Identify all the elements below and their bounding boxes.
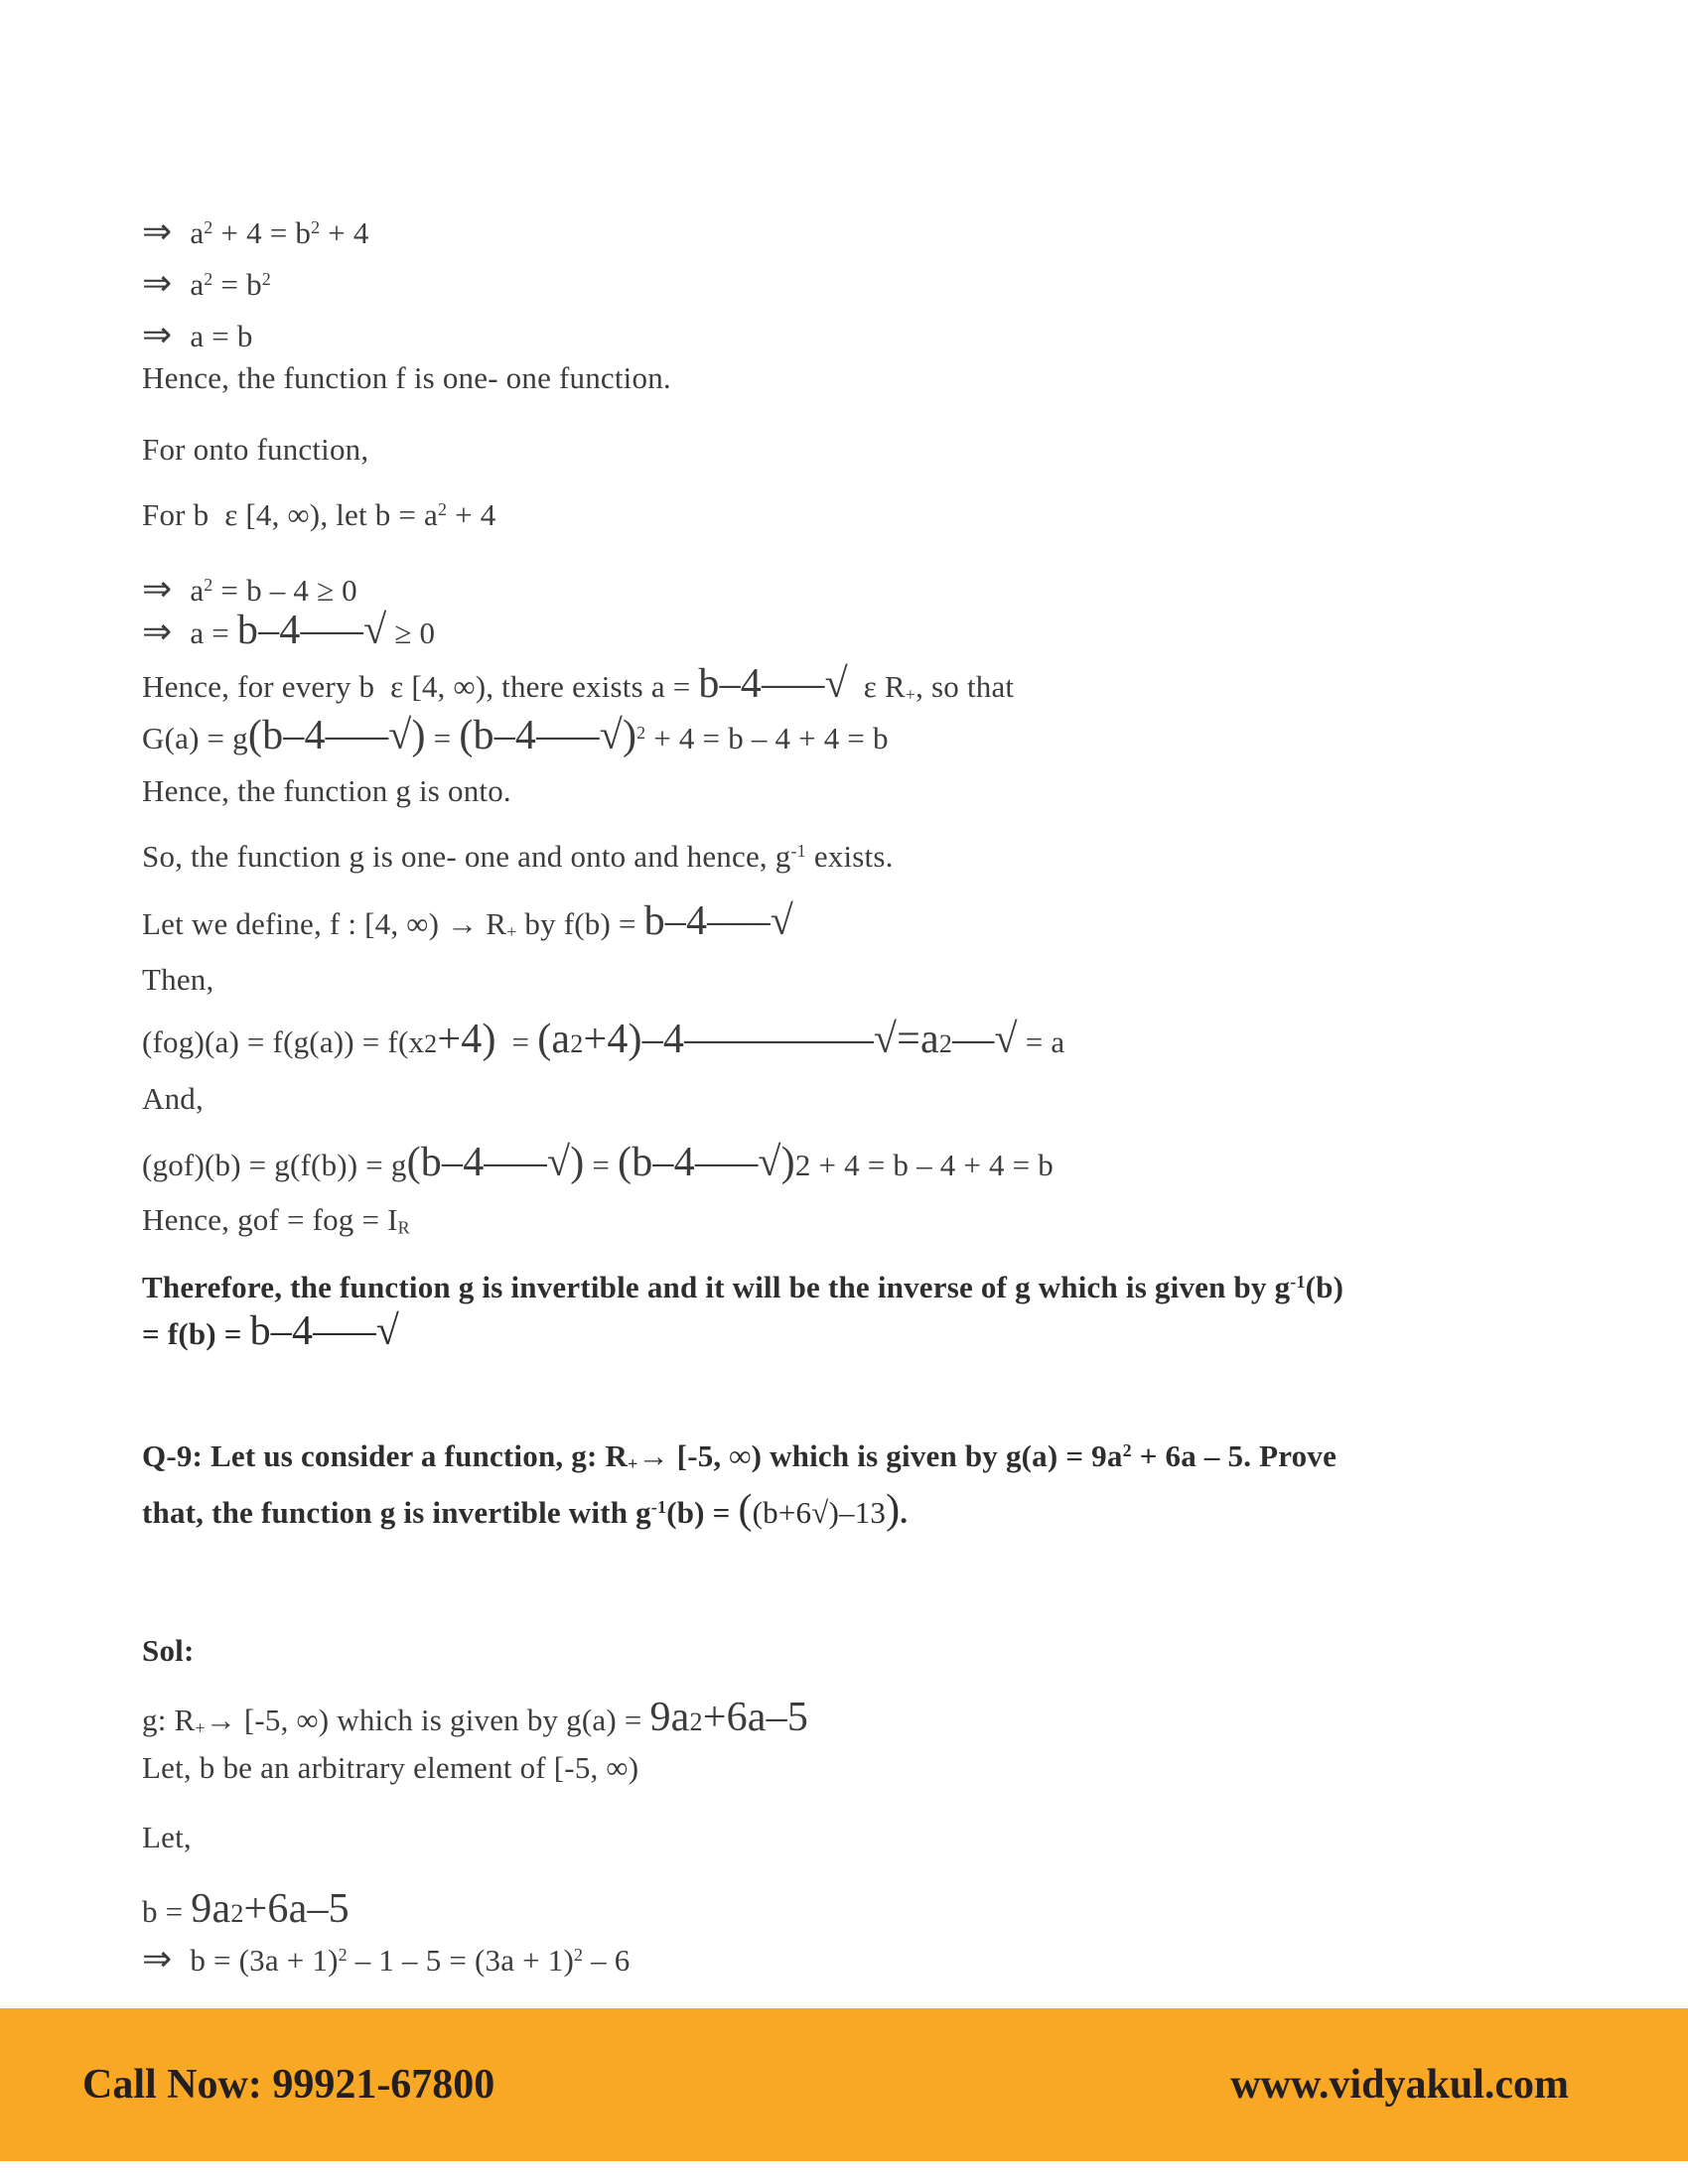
bold-text-line: Therefore, the function g is invertible and it will be the inverse of g which is given by $g^{-1}(b)$: [142, 1270, 1344, 1304]
bold-text-line: Q-9: Let us consider a function, g: $R_+\to [-5$, ∞) which is given by $g(a) = 9a^2 + 6a - 5$. Prove: [142, 1438, 1337, 1474]
implies-arrow-icon: ⇒: [142, 612, 173, 651]
bold-text-line: Sol:: [142, 1633, 195, 1668]
text-line: And,: [142, 1081, 204, 1116]
text-line: Let,: [142, 1820, 192, 1854]
text-line: ⇒ a = b: [142, 315, 253, 354]
footer-website-text: www.vidyakul.com: [1230, 2062, 1569, 2108]
implies-arrow-icon: ⇒: [142, 569, 173, 609]
text-line: Let we define, f : [4, ∞) → $R_+$ by f(b) = b–4–––√: [142, 898, 794, 944]
footer-phone-text: Call Now: 99921-67800: [82, 2062, 495, 2108]
text-line: ⇒ a = b–4–––√ ≥ 0: [142, 608, 436, 653]
text-line: (fog)(a) = f(g(a)) = f(x2+4) = (a2+4)–4–––––––––√=a2––√ = a: [142, 1017, 1065, 1062]
text-line: Hence, for every b ε [4, ∞), there exists a = b–4–––√ ε $R_+$, so that: [142, 661, 1015, 707]
text-line: ⇒ $a^2 = b - 4 \ge 0$: [142, 569, 357, 609]
implies-arrow-icon: ⇒: [142, 263, 173, 303]
text-line: For onto function,: [142, 432, 369, 467]
text-line: Let, b be an arbitrary element of [-5, ∞): [142, 1750, 639, 1785]
text-line: (gof)(b) = g(f(b)) = g(b–4–––√) = (b–4–––√)2 + 4 = b – 4 + 4 = b: [142, 1140, 1054, 1185]
text-line: ⇒ $a^2 = b^2$: [142, 263, 271, 303]
text-line: Hence, the function f is one- one function.: [142, 360, 671, 395]
text-line: For b ε [4, ∞), let $b = a^2 + 4$: [142, 497, 496, 532]
text-line: ⇒ $a^2 + 4 = b^2 + 4$: [142, 211, 369, 251]
implies-arrow-icon: ⇒: [142, 1939, 173, 1979]
text-line: $G(a) = g(b-4---√) = (b-4---√)^2 + 4 = b - 4 + 4 = b$: [142, 713, 889, 758]
text-line: Hence, gof = fog = $I_R$: [142, 1202, 410, 1238]
text-line: g: $R_+\to [-5$, ∞) which is given by g(a) = 9a2+6a–5: [142, 1695, 809, 1740]
text-line: b = 9a2+6a–5: [142, 1886, 350, 1932]
footer-bar: [0, 2008, 1688, 2161]
bold-text-line: that, the function g is invertible with $g^{-1}(b) = ((b+6√)-13)$.: [142, 1487, 909, 1533]
bold-text-line: = f(b) = b–4–––√: [142, 1308, 400, 1354]
text-line: Hence, the function g is onto.: [142, 773, 511, 808]
implies-arrow-icon: ⇒: [142, 315, 173, 354]
text-line: ⇒ $b = (3a + 1)^2 - 1 - 5 = (3a + 1)^2 - 6$: [142, 1939, 631, 1979]
text-line: Then,: [142, 962, 214, 997]
implies-arrow-icon: ⇒: [142, 211, 173, 251]
text-line: So, the function g is one- one and onto and hence, $g^{-1}$ exists.: [142, 839, 894, 874]
